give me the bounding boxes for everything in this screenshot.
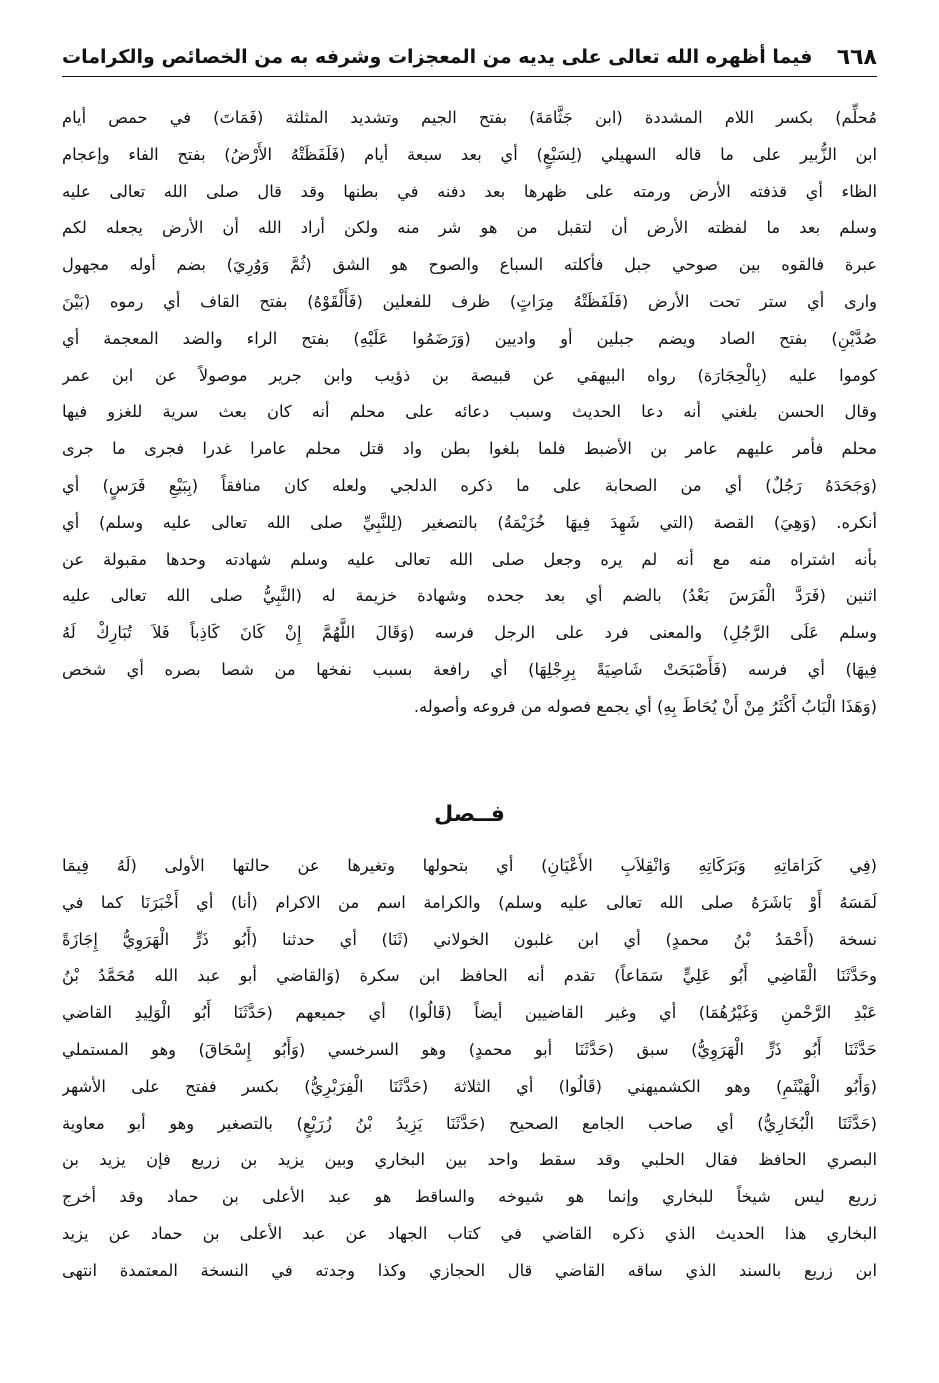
text-line: أنكره. (وَهِيَ) القصة (التي شَهِدَ فِيهَا خُزَيْمَةُ) بالتصغير (لِلنَّبِيِّ صلى الله تعالى عليه وسلم) أي [62, 512, 877, 532]
text-line: اثنين (فَرَدَّ الْفَرَسَ بَعْدُ) بالضم أي بعد جحده وشهادة خزيمة له (النَّبِيُّ صلى الله تعالى عليه [62, 586, 877, 606]
text-line: وارى أي ستر تحت الأرض (فَلَفَظَتْهُ مِرَاتٍ) ظرف للفعلين (فَأَلْقَوْهُ) بفتح القاف أي رموه (بَيْنَ [62, 291, 877, 311]
text-line: ابن زريع بالسند الذي ساقه القاضي قال الحجازي وكذا وجدته في النسخة المعتمدة انتهى [62, 1260, 877, 1280]
text-line: كوموا عليه (بِالْحِجَارَة) رواه البيهقي عن قبيصة بن ذؤيب وابن جرير موصولاً عن ابن عمر [62, 365, 877, 385]
page-number: ٦٦٨ [836, 44, 877, 70]
paragraph-1 [62, 100, 877, 726]
text-line: عبرة فالقوه بين صوحي جبل فأكلته السباع والصوح هو الشق (ثُمَّ وَوُرِيَ) بضم أوله مجهول [62, 255, 877, 275]
text-line: نسخة (أَحْمَدُ بْنُ محمدٍ) أي ابن غلبون الخولاني (ثَنَا) أي حدثنا (أَبُو ذَرٍّ الْهَرَوِيُّ إِجَازَةً [62, 929, 877, 949]
page-header [62, 38, 877, 77]
text-line: الظاء أي قذفته الأرض ورمته على ظهرها بعد دفنه في بطنها وقد قال صلى الله تعالى عليه [62, 181, 877, 201]
text-line: ابن الزُّبير على ما قاله السهيلي (لِسَبْعٍ) أي بعد سبعة أيام (فَلَفَظَتْهُ الأَرْضُ) بفتح الفاء وإعجام [62, 144, 877, 164]
text-line: البصري الحافظ فقال الحلبي وقد سقط واحد بين البخاري وبين يزيد بن زريع فإن يزيد بن [62, 1150, 877, 1170]
text-line: بأنه اشتراه منه مع أنه لم يره وجعل صلى الله تعالى عليه وسلم شهادته وحدها مقبولة عن [62, 549, 877, 569]
text-line: مُحلِّم) بكسر اللام المشددة (ابن جَثَّامَةَ) بفتح الجيم وتشديد المثلثة (فَمَاتَ) في حمص أيام [62, 108, 877, 127]
text-line: حَدَّثَنَا أَبُو ذَرٍّ الْهَرَوِيُّ) سبق (حَدَّثَنَا أبو محمدٍ) وهو السرخسي (وَأَبُو إِسْحَاقَ) وهو المستملي [62, 1039, 877, 1059]
paragraph-2 [62, 848, 877, 1290]
text-line: وحَدَّثَنَا الْقَاضِي أَبُو عَلِيٍّ سَمَاعاً) تقدم أنه الحافظ ابن سكرة (وَالقاضي أبو عبد الله مُحَمَّدُ بْنُ [62, 966, 877, 986]
text-line: وقال الحسن بلغني أنه دعا الحديث وسبب دعائه على محلم أنه كان بعث سرية للغزو فيها [62, 402, 877, 422]
text-line: وسلم عَلَى الرَّجُلِ) والمعنى فرد على الرجل فرسه (وَقَالَ اللَّهُمَّ إِنْ كَانَ كَاذِباً فَلاَ تُبَارِكْ لَهُ [62, 623, 877, 643]
text-line: محلم فأمر عليهم عامر بن الأضبط فلما بلغوا بطن واد قتل محلم عامرا غدرا فجرى ما جرى [62, 439, 877, 459]
text-line: (وَهَذَا الْبَابُ أَكْثَرُ مِنْ أَنْ يُحَاطَ بِهِ) أي يجمع فصوله من فروعه وأصوله. [413, 696, 877, 716]
text-line: زريع ليس شيخاً للبخاري وإنما هو شيوخه والساقط هو عبد الأعلى بن حماد وقد أخرج [62, 1187, 877, 1207]
section-heading: فــصل [434, 802, 505, 827]
text-line: (وَجَحَدَهُ رَجُلٌ) أي من الصحابة على ما ذكره الدلجي ولعله كان منافقاً (بِبَيْعِ فَرَسٍ) أي [62, 475, 877, 495]
text-line: (حَدَّثَنَا الْبُخَارِيُّ) أي صاحب الجامع الصحيح (حَدَّثَنَا يَزِيدُ بْنُ زُرَيْعٍ) بالتصغير وهو أبو معاوية [62, 1113, 877, 1133]
text-line: عَبْدِ الرَّحْمنِ وَغَيْرُهُمَا) أي وغير القاضيين أيضاً (قَالُوا) أي جميعهم (حَدَّثَنَا أَبُو الْوَلِيدِ القاضي [62, 1003, 877, 1023]
text-line: وسلم بعد ما لفظته الأرض أن لتقبل من هو شر منه ولكن أراد الله أن الأرض يجعله لكم [62, 218, 877, 238]
text-line: لَمَسَهُ أَوْ بَاشَرَهُ صلى الله تعالى عليه وسلم) والكرامة اسم من الاكرام (أنا) أي أَخْبَرَنَا كما في [62, 892, 877, 912]
text-line: البخاري هذا الحديث الذي ذكره القاضي في كتاب الجهاد عن عبد الأعلى بن حماد عن يزيد [62, 1223, 877, 1243]
text-line: (فِي كَرَامَاتِهِ وَبَرَكَاتِهِ وَانْقِلاَبِ الأَعْيَانِ) أي بتحولها وتغيرها عن حالتها الأولى (لَهُ فِيمَا [62, 856, 877, 875]
text-line: فِيهَا) أي فرسه (فَأَصْبَحَتْ شَاصِيَةً بِرِجْلِهَا) أي رافعة بسبب نفخها من شصا بصره أي شخص [62, 659, 877, 679]
text-line: (وَأَبُو الْهَيْثَمِ) وهو الكشميهني (قَالُوا) أي الثلاثة (حَدَّثَنَا الْفِرَبْرِيُّ) بكسر ففتح على الأشهر [62, 1076, 877, 1096]
text-line: صُدَّيْنِ) بفتح الصاد ويضم جبلين أو واديين (وَرَضَمُوا عَلَيْهِ) بفتح الراء والضد المعجمة أي [62, 328, 877, 348]
running-title: فيما أظهره الله تعالى على يديه من المعجزات وشرفه به من الخصائص والكرامات [62, 46, 813, 68]
